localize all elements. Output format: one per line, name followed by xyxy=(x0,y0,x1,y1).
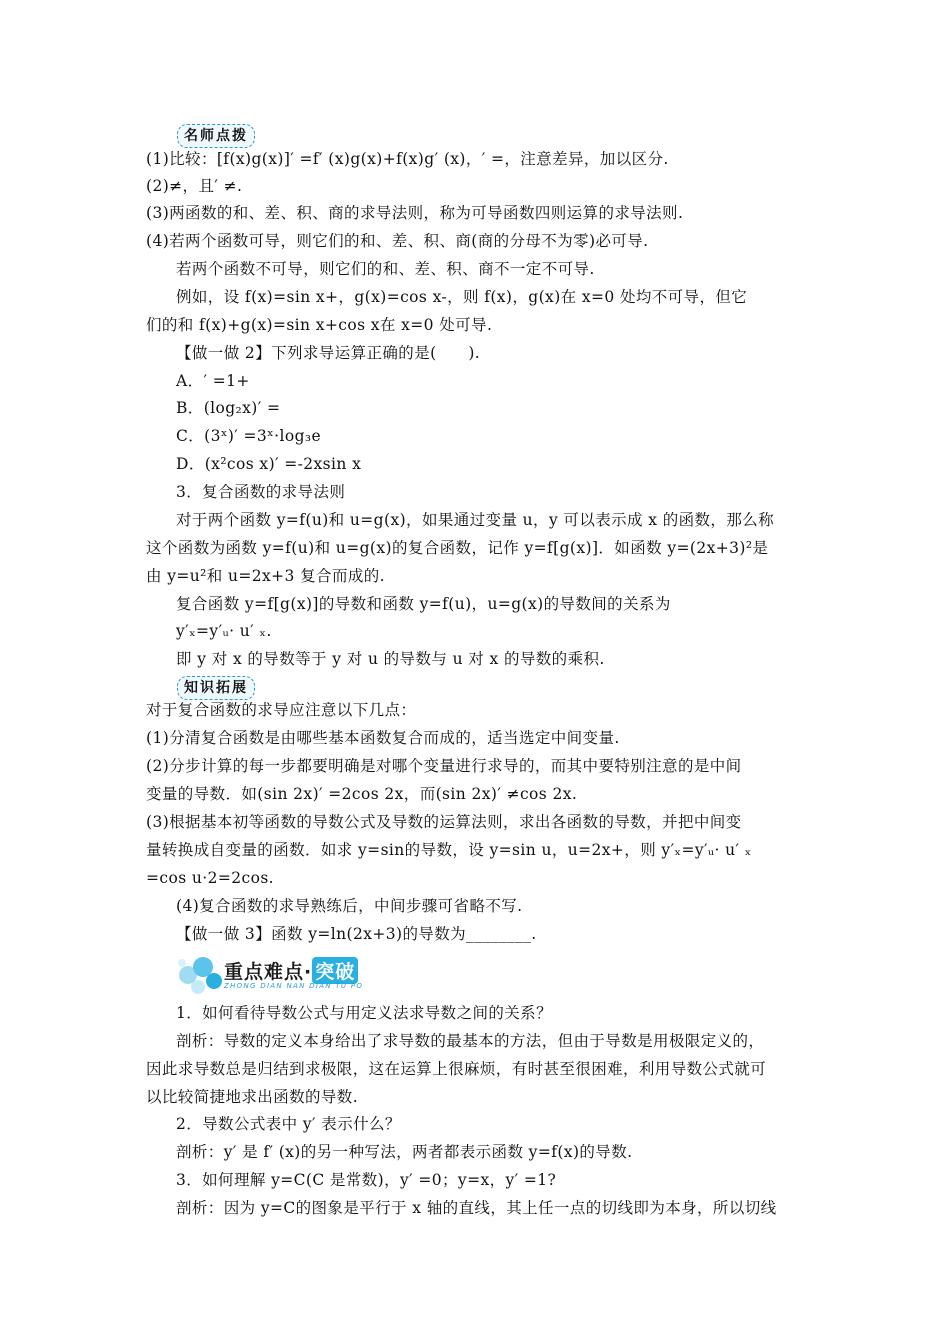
text-line: 复合函数 y=f[g(x)]的导数和函数 y=f(u)，u=g(x)的导数间的关系为 xyxy=(176,595,671,613)
text-line: 例如，设 f(x)=sin x+，g(x)=cos x-，则 f(x)，g(x)在 x=0 处均不可导，但它 xyxy=(176,288,748,306)
tip-badge: 名师点拨 xyxy=(177,124,255,148)
text-line: 变量的导数．如(sin 2x)′ =2cos 2x，而(sin 2x)′ ≠cos 2x. xyxy=(146,785,578,803)
text-line: (3)两函数的和、差、积、商的求导法则，称为可导函数四则运算的求导法则. xyxy=(146,204,684,222)
option-d: D．(x²cos x)′ =-2xsin x xyxy=(176,455,362,473)
text-line: 剖析：因为 y=C的图象是平行于 x 轴的直线，其上任一点的切线即为本身，所以切线 xyxy=(176,1199,777,1217)
question-heading: 2．导数公式表中 y′ 表示什么？ xyxy=(176,1115,401,1133)
text-line: 剖析：导数的定义本身给出了求导数的最基本的方法，但由于导数是用极限定义的， xyxy=(176,1032,765,1050)
section-banner xyxy=(176,955,416,999)
option-c: C．(3ˣ)′ =3ˣ·log₃e xyxy=(176,427,322,445)
text-line: 对于复合函数的求导应注意以下几点： xyxy=(146,701,417,719)
text-line: 这个函数为函数 y=f(u)和 u=g(x)的复合函数，记作 y=f[g(x)]．如函数 y=(2x+3)²是 xyxy=(146,539,769,557)
text-line: (2)≠，且′ ≠. xyxy=(146,177,243,195)
exercise-heading: 【做一做 3】函数 y=ln(2x+3)的导数为________. xyxy=(176,925,537,943)
extension-badge: 知识拓展 xyxy=(177,676,255,700)
text-line: 对于两个函数 y=f(u)和 u=g(x)，如果通过变量 u，y 可以表示成 x 的函数，那么称 xyxy=(176,511,775,529)
text-line: 若两个函数不可导，则它们的和、差、积、商不一定不可导. xyxy=(176,260,595,278)
text-line: (1)比较：[f(x)g(x)]′ =f′ (x)g(x)+f(x)g′ (x)，′ =，注意差异，加以区分. xyxy=(146,150,669,168)
banner-title-highlight: 突破 xyxy=(312,957,358,984)
formula-line: y′ₓ=y′ᵤ· u′ ₓ. xyxy=(176,622,272,640)
text-line: =cos u·2=2cos. xyxy=(146,869,274,887)
text-line: (2)分步计算的每一步都要明确是对哪个变量进行求导的，而其中要特别注意的是中间 xyxy=(146,757,742,775)
text-line: (3)根据基本初等函数的导数公式及导数的运算法则，求出各函数的导数，并把中间变 xyxy=(146,813,742,831)
text-line: 即 y 对 x 的导数等于 y 对 u 的导数与 u 对 x 的导数的乘积. xyxy=(176,650,605,668)
text-line: (4)若两个函数可导，则它们的和、差、积、商(商的分母不为零)必可导. xyxy=(146,232,649,250)
text-line: 们的和 f(x)+g(x)=sin x+cos x在 x=0 处可导. xyxy=(146,316,493,334)
text-line: 因此求导数总是归结到求极限，这在运算上很麻烦，有时甚至很困难，利用导数公式就可 xyxy=(146,1060,767,1078)
text-line: (1)分清复合函数是由哪些基本函数复合而成的，适当选定中间变量. xyxy=(146,729,620,747)
question-heading: 1．如何看待导数公式与用定义法求导数之间的关系？ xyxy=(176,1004,552,1022)
bubbles-icon xyxy=(176,955,224,999)
option-a: A．′ =1+ xyxy=(176,372,250,390)
subsection-heading: 3．复合函数的求导法则 xyxy=(176,483,346,501)
banner-title-main: 重点难点· xyxy=(224,961,313,983)
text-line: (4)复合函数的求导熟练后，中间步骤可省略不写. xyxy=(176,897,523,915)
exercise-heading: 【做一做 2】下列求导运算正确的是( ). xyxy=(176,344,481,362)
text-line: 以比较简捷地求出函数的导数. xyxy=(146,1088,359,1106)
text-line: 由 y=u²和 u=2x+3 复合而成的. xyxy=(146,567,385,585)
banner-subtitle: ZHONG DIAN NAN DIAN TU PO xyxy=(224,982,364,990)
question-heading: 3．如何理解 y=C(C 是常数)，y′ =0；y=x，y′ =1? xyxy=(176,1171,557,1189)
text-line: 量转换成自变量的函数．如求 y=sin的导数，设 y=sin u，u=2x+，则 y′ₓ=y′ᵤ· u′ ₓ xyxy=(146,841,752,859)
text-line: 剖析：y′ 是 f′ (x)的另一种写法，两者都表示函数 y=f(x)的导数. xyxy=(176,1143,633,1161)
banner-title xyxy=(224,957,358,984)
option-b: B．(log₂x)′ = xyxy=(176,399,281,417)
